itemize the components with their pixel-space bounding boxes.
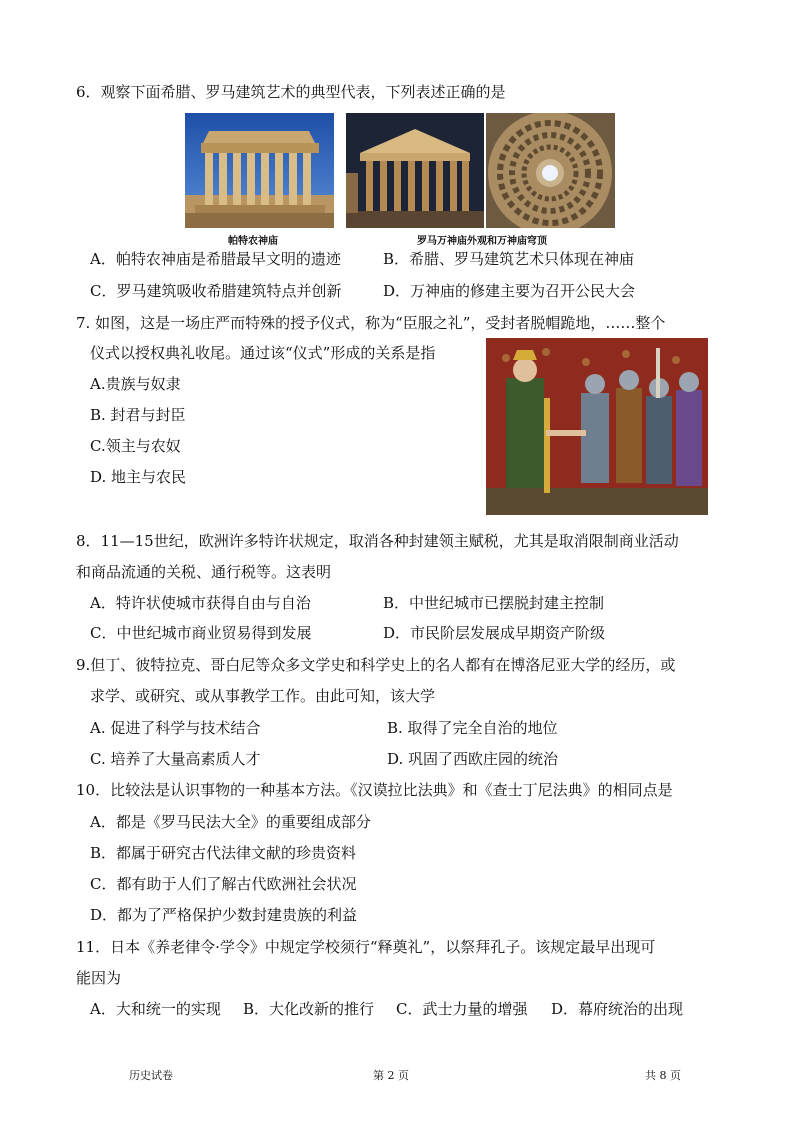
q11-stem-line1: 11．日本《养老律令·学令》中规定学校须行“释奠礼”，以祭拜孔子。该规定最早出现可 [76,938,656,956]
q9-option-c: C. 培养了大量高素质人才 [90,750,261,768]
q10-option-b: B．都属于研究古代法律文献的珍贵资料 [90,844,357,862]
homage-ceremony-illustration [486,338,708,515]
q9-option-b: B. 取得了完全自治的地位 [387,719,558,737]
q8-option-a: A．特许状使城市获得自由与自治 [90,594,311,612]
q7-option-c: C.领主与农奴 [90,437,181,455]
q10-option-a: A．都是《罗马民法大全》的重要组成部分 [90,813,371,831]
pantheon-dome-photo [486,113,615,228]
q11-option-c: C．武士力量的增强 [396,1000,528,1018]
q11-option-b: B．大化改新的推行 [243,1000,375,1018]
q8-option-b: B．中世纪城市已摆脱封建主控制 [383,594,605,612]
q8-stem-line2: 和商品流通的关税、通行税等。这表明 [76,563,332,581]
q9-option-d: D. 巩固了西欧庄园的统治 [387,750,559,768]
q6-option-c: C．罗马建筑吸收希腊建筑特点并创新 [90,282,342,300]
q10-stem: 10．比较法是认识事物的一种基本方法。《汉谟拉比法典》和《查士丁尼法典》的相同点是 [76,781,673,799]
q10-option-d: D．都为了严格保护少数封建贵族的利益 [90,906,358,924]
q6-option-d: D．万神庙的修建主要为召开公民大会 [383,282,636,300]
q7-option-a: A.贵族与奴隶 [90,375,181,393]
footer-total-pages: 共 8 页 [645,1069,681,1082]
q11-stem-line2: 能因为 [76,969,122,987]
pantheon-caption: 罗马万神庙外观和万神庙穹顶 [417,236,547,247]
footer-page-number: 第 2 页 [373,1069,409,1082]
q9-option-a: A. 促进了科学与技术结合 [90,719,261,737]
q6-option-b: B．希腊、罗马建筑艺术只体现在神庙 [383,250,635,268]
q9-stem-line1: 9.但丁、彼特拉克、哥白尼等众多文学史和科学史上的名人都有在博洛尼亚大学的经历，或 [76,656,676,674]
q7-option-b: B. 封君与封臣 [90,406,186,424]
footer-subject: 历史试卷 [129,1069,173,1082]
parthenon-caption: 帕特农神庙 [228,236,278,247]
q10-option-c: C．都有助于人们了解古代欧洲社会状况 [90,875,357,893]
q7-stem-line1: 7. 如图，这是一场庄严而特殊的授予仪式，称为“臣服之礼”，受封者脱帽跪地，……整个 [76,314,666,332]
parthenon-photo [185,113,334,228]
q6-stem: 6．观察下面希腊、罗马建筑艺术的典型代表，下列表述正确的是 [76,83,506,101]
q7-stem-line2: 仪式以授权典礼收尾。通过该“仪式”形成的关系是指 [90,344,436,362]
q8-option-d: D．市民阶层发展成早期资产阶级 [383,624,606,642]
q11-option-a: A．大和统一的实现 [90,1000,221,1018]
q11-option-d: D．幕府统治的出现 [551,1000,684,1018]
q9-stem-line2: 求学、或研究、或从事教学工作。由此可知，该大学 [90,687,436,705]
q7-option-d: D. 地主与农民 [90,468,187,486]
q6-option-a: A．帕特农神庙是希腊最早文明的遗迹 [90,250,341,268]
q8-option-c: C．中世纪城市商业贸易得到发展 [90,624,312,642]
pantheon-exterior-photo [346,113,484,228]
q8-stem-line1: 8．11—15世纪，欧洲许多特许状规定，取消各种封建领主赋税，尤其是取消限制商业活动 [76,532,679,550]
